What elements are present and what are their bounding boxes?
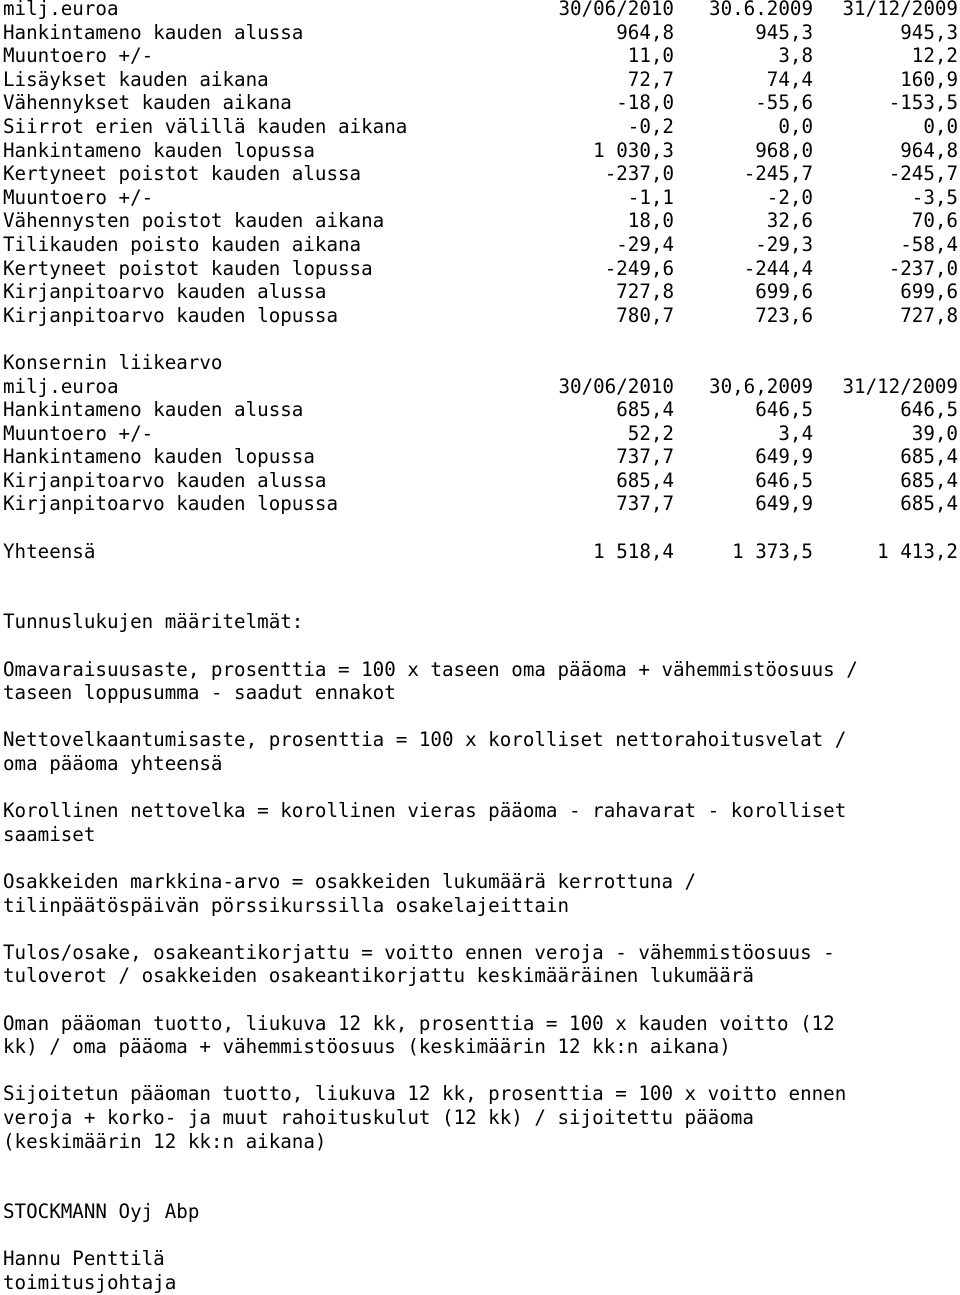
table-row (3, 68, 960, 92)
row-label: Hankintameno kauden lopussa (3, 445, 315, 469)
row-value-2: 723,6 (755, 303, 813, 327)
row-label: Kertyneet poistot kauden lopussa (3, 256, 373, 280)
table-rows (3, 21, 960, 328)
company-name: STOCKMANN Oyj Abp (3, 1200, 200, 1224)
row-label: Kirjanpitoarvo kauden lopussa (3, 492, 339, 516)
row-value-3: 964,8 (900, 138, 958, 162)
row-value-2: 74,4 (766, 67, 813, 91)
row-label: Kertyneet poistot kauden alussa (3, 162, 362, 186)
definition-item: Nettovelkaantumisaste, prosenttia = 100 x korolliset nettorahoitusvelat / oma pääoma yhteensä (3, 728, 847, 775)
definition-item: Sijoitetun pääoman tuotto, liukuva 12 kk, prosenttia = 100 x voitto ennen veroja + korko- ja muut rahoituskulut (12 kk) / sijoitettu pääoma (keskimäärin 12 kk:n aikana) (3, 1082, 847, 1153)
row-value-2: 646,5 (755, 398, 813, 422)
total-row (3, 540, 960, 564)
row-label: Hankintameno kauden alussa (3, 20, 304, 44)
column-header-2: 30,6,2009 (709, 374, 813, 398)
row-value-3: -237,0 (888, 256, 958, 280)
row-value-3: 685,4 (900, 445, 958, 469)
row-value-2: -2,0 (766, 185, 813, 209)
table-header-row (3, 0, 960, 21)
row-value-1: 18,0 (627, 209, 674, 233)
row-label: Hankintameno kauden lopussa (3, 138, 315, 162)
row-value-2: 32,6 (766, 209, 813, 233)
table-row (3, 162, 960, 186)
row-value-1: 685,4 (616, 468, 674, 492)
row-value-3: 699,6 (900, 280, 958, 304)
table-row (3, 233, 960, 257)
row-value-1: -1,1 (627, 185, 674, 209)
row-value-2: 945,3 (755, 20, 813, 44)
definition-item: Korollinen nettovelka = korollinen vieras pääoma - rahavarat - korolliset saamiset (3, 799, 847, 846)
row-value-1: 727,8 (616, 280, 674, 304)
spacer (3, 563, 960, 587)
row-value-1: 11,0 (627, 44, 674, 68)
table-row (3, 398, 960, 422)
fixed-assets-table (3, 0, 960, 327)
row-value-2: 649,9 (755, 492, 813, 516)
row-label: Muuntoero +/- (3, 44, 154, 68)
definition-item: Tulos/osake, osakeantikorjattu = voitto ennen veroja - vähemmistöosuus - tuloverot / osakkeiden osakeantikorjattu keskimääräinen lukumäärä (3, 940, 835, 988)
row-label: Siirrot erien välillä kauden aikana (3, 114, 408, 138)
unit-label: milj.euroa (3, 0, 119, 20)
row-value-2: -244,4 (743, 256, 813, 280)
row-value-3: -245,7 (888, 162, 958, 186)
column-header-3: 31/12/2009 (842, 0, 958, 20)
row-value-1: -29,4 (616, 232, 674, 256)
total-label: Yhteensä (3, 539, 96, 563)
row-value-2: 649,9 (755, 445, 813, 469)
table-rows (3, 398, 960, 516)
goodwill-title: Konsernin liikearvo (3, 350, 223, 374)
spacer (3, 1059, 960, 1083)
column-header-1: 30/06/2010 (558, 374, 674, 398)
row-label: Tilikauden poisto kauden aikana (3, 232, 362, 256)
column-header-3: 31/12/2009 (842, 374, 958, 398)
row-value-3: 685,4 (900, 492, 958, 516)
row-value-1: -237,0 (604, 162, 674, 186)
spacer (3, 516, 960, 540)
total-value-2: 1 373,5 (732, 539, 813, 563)
table-row (3, 469, 960, 493)
column-header-1: 30/06/2010 (558, 0, 674, 20)
row-label: Vähennysten poistot kauden aikana (3, 209, 385, 233)
row-label: Lisäykset kauden aikana (3, 67, 269, 91)
row-value-3: 160,9 (900, 67, 958, 91)
goodwill-table (3, 351, 960, 516)
table-header-row (3, 375, 960, 399)
total-value-3: 1 413,2 (877, 539, 958, 563)
definition-item: Omavaraisuusaste, prosenttia = 100 x taseen oma pääoma + vähemmistöosuus / taseen loppusumma - saadut ennakot (3, 657, 858, 705)
row-value-1: 737,7 (616, 492, 674, 516)
definitions-list (3, 634, 960, 1153)
spacer (3, 327, 960, 351)
table-row (3, 21, 960, 45)
row-label: Kirjanpitoarvo kauden alussa (3, 468, 327, 492)
row-value-3: -3,5 (911, 185, 958, 209)
table-row (3, 304, 960, 328)
spacer (3, 634, 960, 658)
signer-name: Hannu Penttilä (3, 1247, 165, 1271)
row-value-2: -29,3 (755, 232, 813, 256)
table-row (3, 139, 960, 163)
row-value-1: 1 030,3 (593, 138, 674, 162)
table-row (3, 445, 960, 469)
row-label: Muuntoero +/- (3, 185, 154, 209)
table-row (3, 186, 960, 210)
row-label: Muuntoero +/- (3, 421, 154, 445)
row-value-3: 727,8 (900, 303, 958, 327)
table-row (3, 209, 960, 233)
row-value-3: 646,5 (900, 398, 958, 422)
row-value-3: 70,6 (911, 209, 958, 233)
column-header-2: 30.6.2009 (709, 0, 813, 20)
row-value-3: 945,3 (900, 20, 958, 44)
row-value-1: -18,0 (616, 91, 674, 115)
row-value-2: 3,4 (778, 421, 813, 445)
row-value-2: 0,0 (778, 114, 813, 138)
row-value-3: -58,4 (900, 232, 958, 256)
definition-item: Osakkeiden markkina-arvo = osakkeiden lukumäärä kerrottuna / tilinpäätöspäivän pörssikurssilla osakelajeittain (3, 869, 697, 917)
total-value-1: 1 518,4 (593, 539, 674, 563)
row-value-1: 737,7 (616, 445, 674, 469)
row-label: Kirjanpitoarvo kauden lopussa (3, 303, 339, 327)
row-value-2: -55,6 (755, 91, 813, 115)
spacer (3, 776, 960, 800)
spacer (3, 917, 960, 941)
row-value-2: -245,7 (743, 162, 813, 186)
row-value-3: -153,5 (888, 91, 958, 115)
table-row (3, 422, 960, 446)
row-value-3: 12,2 (911, 44, 958, 68)
row-value-1: -0,2 (627, 114, 674, 138)
document-page (3, 0, 960, 1295)
table-row (3, 492, 960, 516)
table-row (3, 91, 960, 115)
spacer (3, 587, 960, 611)
row-value-2: 968,0 (755, 138, 813, 162)
spacer (3, 1153, 960, 1177)
row-value-1: 72,7 (627, 67, 674, 91)
row-label: Kirjanpitoarvo kauden alussa (3, 280, 327, 304)
row-value-2: 3,8 (778, 44, 813, 68)
spacer (3, 988, 960, 1012)
table-row (3, 44, 960, 68)
table-row (3, 115, 960, 139)
section-title (3, 351, 960, 375)
spacer (3, 846, 960, 870)
row-value-1: 964,8 (616, 20, 674, 44)
row-value-3: 0,0 (923, 114, 958, 138)
definition-item: Oman pääoman tuotto, liukuva 12 kk, prosenttia = 100 x kauden voitto (12 kk) / oma pääoma + vähemmistöosuus (keskimäärin 12 kk:n aikana) (3, 1011, 835, 1059)
row-label: Vähennykset kauden aikana (3, 91, 292, 115)
row-value-3: 685,4 (900, 468, 958, 492)
table-row (3, 257, 960, 281)
unit-label: milj.euroa (3, 374, 119, 398)
spacer (3, 705, 960, 729)
spacer (3, 1177, 960, 1201)
row-value-1: 685,4 (616, 398, 674, 422)
row-value-1: 780,7 (616, 303, 674, 327)
spacer (3, 1224, 960, 1248)
row-label: Hankintameno kauden alussa (3, 398, 304, 422)
row-value-1: 52,2 (627, 421, 674, 445)
row-value-3: 39,0 (911, 421, 958, 445)
row-value-2: 699,6 (755, 280, 813, 304)
definitions-heading: Tunnuslukujen määritelmät: (3, 610, 304, 634)
signer-title: toimitusjohtaja (3, 1271, 177, 1295)
table-row (3, 280, 960, 304)
row-value-2: 646,5 (755, 468, 813, 492)
row-value-1: -249,6 (604, 256, 674, 280)
